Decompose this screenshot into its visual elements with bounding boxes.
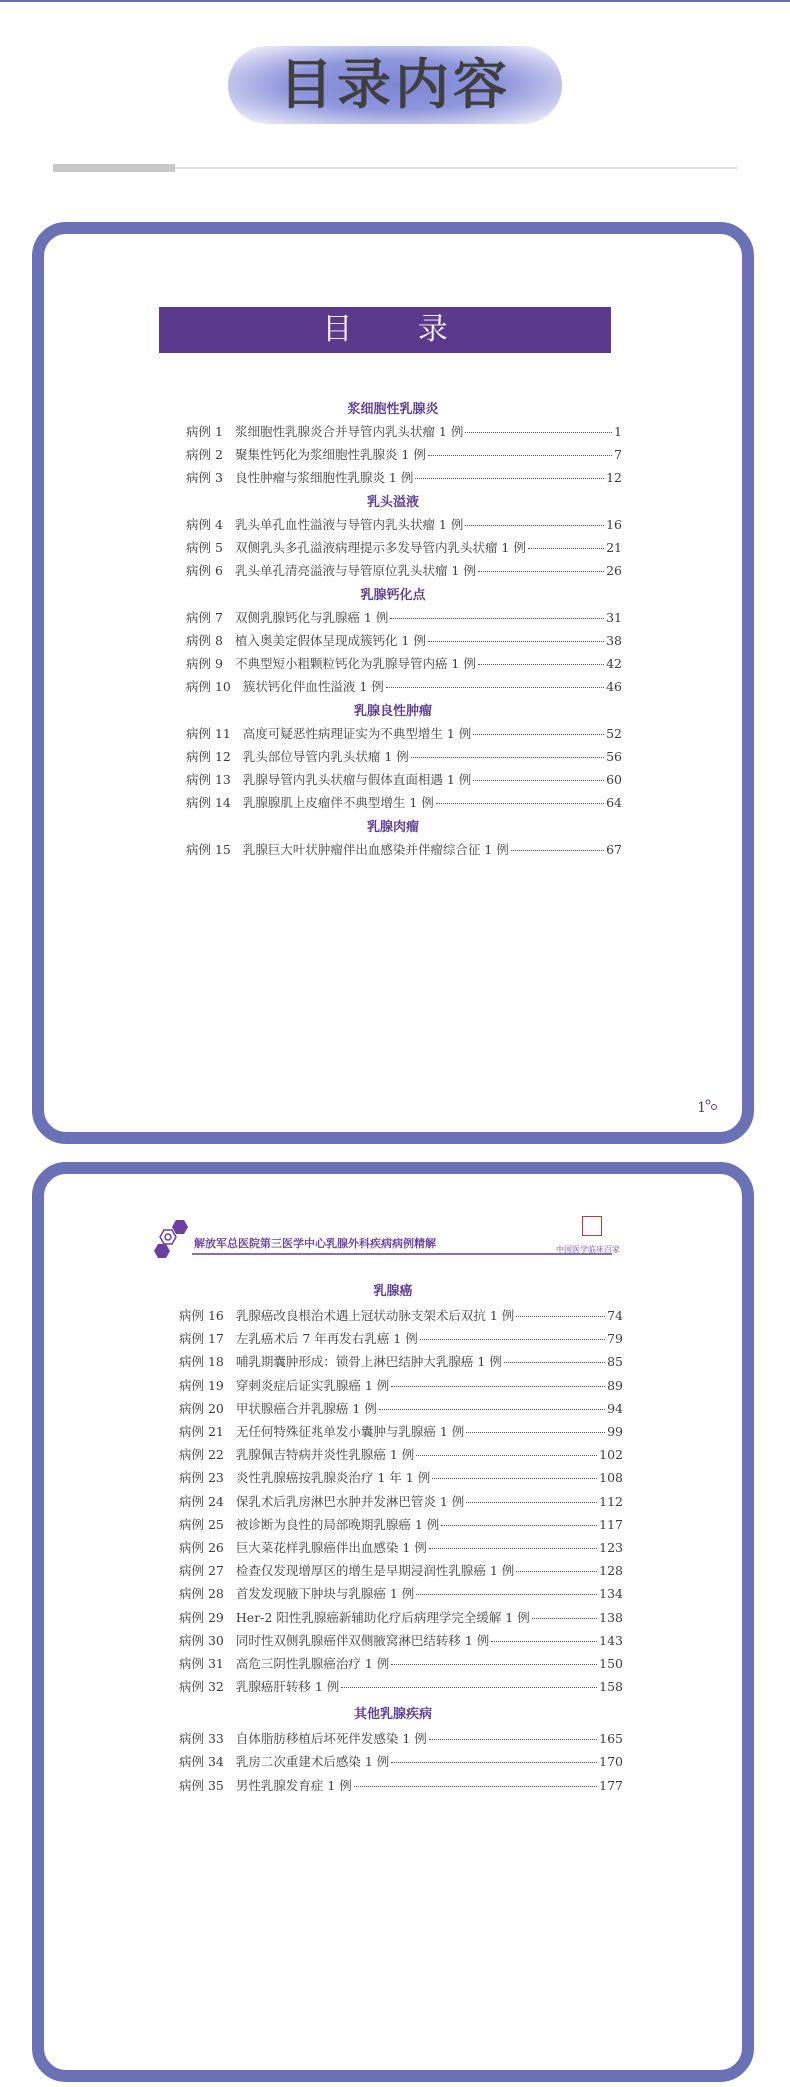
toc-section-heading: 乳腺肉瘤	[366, 820, 419, 835]
dot-leader	[420, 1339, 605, 1340]
toc-entry[interactable]	[179, 1306, 623, 1324]
dot-leader	[416, 1455, 597, 1456]
page-ref: 85	[607, 1354, 623, 1370]
toc-entry[interactable]	[179, 1729, 623, 1747]
toc-entry[interactable]	[186, 840, 622, 858]
case-number: 病例 5	[186, 540, 223, 555]
page-number: 1	[697, 1100, 706, 1116]
header-rule	[192, 1253, 612, 1255]
page-ref: 143	[599, 1632, 623, 1648]
case-number: 病例 21	[179, 1424, 224, 1439]
toc-entry[interactable]	[186, 654, 622, 672]
toc-entry[interactable]	[179, 1352, 623, 1370]
case-number: 病例 13	[186, 772, 231, 787]
case-number: 病例 23	[179, 1470, 224, 1486]
case-number: 病例 15	[186, 842, 231, 857]
dot-leader	[391, 1762, 597, 1763]
toc-entry[interactable]	[179, 1561, 623, 1579]
toc-entry[interactable]	[179, 1399, 623, 1417]
dot-leader	[436, 803, 604, 804]
case-title: 乳腺导管内乳头状瘤与假体直面相遇 1 例	[242, 772, 472, 787]
page-ref: 123	[599, 1540, 623, 1555]
case-number: 病例 26	[179, 1540, 224, 1555]
toc-entry[interactable]	[186, 561, 622, 579]
case-title: 乳腺腺肌上皮瘤伴不典型增生 1 例	[242, 795, 434, 810]
dot-leader	[465, 525, 604, 526]
toc-entry[interactable]	[186, 608, 622, 626]
case-number: 病例 3	[186, 470, 223, 485]
page-ref: 117	[599, 1516, 623, 1532]
page-ref: 99	[607, 1424, 623, 1439]
case-title: 双侧乳腺钙化与乳腺癌 1 例	[234, 610, 389, 625]
toc-entry[interactable]	[179, 1608, 623, 1626]
page-ref: 1	[614, 424, 622, 439]
case-title: 炎性乳腺癌按乳腺炎治疗 1 年 1 例	[235, 1470, 431, 1486]
page-ref: 74	[607, 1308, 623, 1323]
case-title: 保乳术后乳房淋巴水肿并发淋巴管炎 1 例	[235, 1493, 465, 1509]
dot-leader	[432, 1478, 597, 1479]
dot-leader	[473, 734, 604, 735]
dot-leader	[428, 641, 604, 642]
page-ref: 134	[599, 1586, 623, 1602]
page-ref: 112	[599, 1493, 623, 1509]
case-number: 病例 31	[179, 1656, 224, 1671]
toc-entry[interactable]	[179, 1445, 623, 1463]
dot-leader	[516, 1316, 605, 1317]
page-ref: 150	[599, 1656, 623, 1671]
dot-leader	[428, 455, 612, 456]
toc-entry[interactable]	[179, 1515, 623, 1533]
case-title: 乳头单孔清亮溢液与导管原位乳头状瘤 1 例	[234, 563, 476, 578]
toc-page-1	[32, 222, 754, 1144]
page-ref: 26	[606, 563, 622, 578]
case-number: 病例 18	[179, 1354, 224, 1370]
case-title: 浆细胞性乳腺炎合并导管内乳头状瘤 1 例	[234, 424, 464, 439]
dot-leader	[429, 1548, 597, 1549]
toc-entry[interactable]	[179, 1654, 623, 1672]
dot-leader	[441, 1525, 597, 1526]
case-number: 病例 17	[179, 1331, 224, 1347]
case-title: 自体脂肪移植后坏死伴发感染 1 例	[235, 1731, 427, 1747]
case-number: 病例 19	[179, 1377, 224, 1393]
page-ornament-icon	[704, 1098, 718, 1112]
toc-entry[interactable]	[179, 1584, 623, 1602]
case-title: 无任何特殊征兆单发小囊肿与乳腺癌 1 例	[235, 1424, 465, 1439]
toc-section-heading: 乳头溢液	[366, 495, 419, 510]
case-number: 病例 16	[179, 1308, 224, 1323]
dot-leader	[391, 1664, 597, 1665]
dot-leader	[504, 1362, 605, 1363]
dot-leader	[465, 432, 612, 433]
dot-leader	[429, 1739, 597, 1740]
case-title: 高度可疑恶性病理证实为不典型增生 1 例	[242, 726, 472, 741]
case-number: 病例 1	[186, 424, 223, 439]
dot-leader	[478, 664, 604, 665]
dot-leader	[411, 757, 604, 758]
page-ref: 7	[614, 447, 622, 462]
case-number: 病例 33	[179, 1731, 224, 1747]
toc-entry[interactable]	[186, 445, 622, 463]
page-ref: 12	[606, 470, 622, 485]
toc-entry[interactable]	[179, 1376, 623, 1394]
case-number: 病例 8	[186, 633, 223, 648]
dot-leader	[416, 1594, 597, 1595]
page-ref: 21	[606, 540, 622, 555]
hexagon-logo-icon	[150, 1216, 196, 1262]
case-title: 首发发现腋下肿块与乳腺癌 1 例	[235, 1586, 415, 1602]
case-title: 良性肿瘤与浆细胞性乳腺炎 1 例	[234, 470, 414, 485]
toc-entry[interactable]	[179, 1538, 623, 1556]
toc-entry[interactable]	[186, 631, 622, 649]
toc-section-heading: 浆细胞性乳腺炎	[347, 402, 439, 417]
toc-page-2	[32, 1162, 754, 2082]
toc-section-heading: 乳腺癌	[373, 1284, 413, 1299]
dot-leader	[516, 1571, 597, 1572]
page-title: 目录内容	[279, 53, 511, 116]
case-title: 聚集性钙化为浆细胞性乳腺炎 1 例	[234, 447, 426, 462]
divider-accent	[53, 164, 175, 172]
case-number: 病例 28	[179, 1586, 224, 1602]
dot-leader	[379, 1409, 605, 1410]
toc-entry[interactable]	[186, 422, 622, 440]
dot-leader	[528, 548, 604, 549]
toc-section-heading: 乳腺钙化点	[360, 588, 426, 603]
case-title: 乳房二次重建术后感染 1 例	[235, 1754, 390, 1770]
dot-leader	[341, 1687, 597, 1688]
case-number: 病例 30	[179, 1632, 224, 1648]
series-name: 中国医学临床百家	[556, 1245, 620, 1254]
case-number: 病例 7	[186, 610, 223, 625]
page-ref: 42	[606, 656, 622, 671]
page-ref: 108	[599, 1470, 623, 1486]
case-number: 病例 35	[179, 1777, 224, 1793]
page-ref: 46	[606, 679, 622, 694]
dot-leader	[532, 1618, 597, 1619]
case-title: 乳头部位导管内乳头状瘤 1 例	[242, 749, 409, 764]
case-title: 双侧乳头多孔溢液病理提示多发导管内乳头状瘤 1 例	[234, 540, 526, 555]
case-number: 病例 34	[179, 1754, 224, 1770]
case-number: 病例 14	[186, 795, 231, 810]
top-border	[0, 0, 790, 2]
case-title: 甲状腺癌合并乳腺癌 1 例	[235, 1400, 377, 1416]
page-ref: 56	[606, 749, 622, 764]
toc-entry[interactable]	[179, 1329, 623, 1347]
dot-leader	[511, 850, 604, 851]
toc-entry[interactable]	[179, 1631, 623, 1649]
case-number: 病例 10	[186, 679, 231, 694]
case-number: 病例 29	[179, 1609, 224, 1625]
case-title: 哺乳期囊肿形成：锁骨上淋巴结肿大乳腺癌 1 例	[235, 1354, 502, 1370]
case-number: 病例 2	[186, 447, 223, 462]
page-ref: 158	[599, 1679, 623, 1695]
case-title: 乳腺癌改良根治术遇上冠状动脉支架术后双抗 1 例	[235, 1308, 515, 1323]
dot-leader	[478, 571, 604, 572]
page-ref: 89	[607, 1377, 623, 1393]
case-title: 同时性双侧乳腺癌伴双侧腋窝淋巴结转移 1 例	[235, 1632, 490, 1648]
page-ref: 64	[606, 795, 622, 810]
dot-leader	[491, 1641, 597, 1642]
toc-entry[interactable]	[186, 770, 622, 788]
seal-stamp	[582, 1216, 602, 1236]
dot-leader	[415, 478, 604, 479]
book-title: 解放军总医院第三医学中心乳腺外科疾病病例精解	[194, 1237, 436, 1250]
toc-entry[interactable]	[179, 1492, 623, 1510]
case-title: Her-2 阳性乳腺癌新辅助化疗后病理学完全缓解 1 例	[235, 1609, 530, 1625]
toc-entry[interactable]	[186, 677, 622, 695]
dot-leader	[354, 1786, 597, 1787]
page-ref: 60	[606, 772, 622, 787]
case-title: 高危三阴性乳腺癌治疗 1 例	[235, 1656, 390, 1671]
case-title: 乳腺巨大叶状肿瘤伴出血感染并伴瘤综合征 1 例	[242, 842, 509, 857]
case-number: 病例 32	[179, 1679, 224, 1695]
case-title: 乳腺佩吉特病并炎性乳腺癌 1 例	[235, 1447, 415, 1463]
toc-banner: 目 录	[159, 307, 611, 353]
case-title: 簇状钙化伴血性溢液 1 例	[242, 679, 384, 694]
toc-entry[interactable]	[179, 1468, 623, 1486]
toc-section-heading: 乳腺良性肿瘤	[353, 704, 432, 719]
case-title: 穿刺炎症后证实乳腺癌 1 例	[235, 1377, 390, 1393]
toc-entry[interactable]	[179, 1422, 623, 1440]
page-ref: 67	[606, 842, 622, 857]
toc-entry[interactable]	[179, 1677, 623, 1695]
case-number: 病例 4	[186, 517, 223, 532]
page-ref: 16	[606, 517, 622, 532]
page-ref: 38	[606, 633, 622, 648]
case-number: 病例 27	[179, 1563, 224, 1579]
case-number: 病例 9	[186, 656, 223, 671]
case-title: 不典型短小粗颗粒钙化为乳腺导管内癌 1 例	[234, 656, 476, 671]
case-title: 巨大菜花样乳腺癌伴出血感染 1 例	[235, 1540, 427, 1555]
page-ref: 102	[599, 1447, 623, 1463]
toc-entry[interactable]	[186, 724, 622, 742]
case-number: 病例 20	[179, 1400, 224, 1416]
page-ref: 170	[599, 1754, 623, 1770]
case-number: 病例 25	[179, 1516, 224, 1532]
page-ref: 31	[606, 610, 622, 625]
dot-leader	[466, 1502, 597, 1503]
case-title: 检查仅发现增厚区的增生是早期浸润性乳腺癌 1 例	[235, 1563, 515, 1579]
case-number: 病例 11	[186, 726, 231, 741]
case-title: 植入奥美定假体呈现成簇钙化 1 例	[234, 633, 426, 648]
divider-line	[175, 167, 737, 169]
page-ref: 128	[599, 1563, 623, 1579]
dot-leader	[390, 618, 604, 619]
case-title: 乳腺癌肝转移 1 例	[235, 1679, 340, 1695]
toc-section-heading: 其他乳腺疾病	[353, 1707, 432, 1723]
case-number: 病例 12	[186, 749, 231, 764]
dot-leader	[466, 1432, 605, 1433]
toc-entry[interactable]	[186, 793, 622, 811]
toc-entry[interactable]	[186, 468, 622, 486]
dot-leader	[473, 780, 604, 781]
toc-entry[interactable]	[179, 1776, 623, 1794]
page-ref: 52	[606, 726, 622, 741]
dot-leader	[391, 1386, 605, 1387]
case-title: 左乳癌术后 7 年再发右乳癌 1 例	[235, 1331, 418, 1347]
case-number: 病例 24	[179, 1493, 224, 1509]
toc-entry[interactable]	[186, 515, 622, 533]
case-number: 病例 22	[179, 1447, 224, 1463]
toc-entry[interactable]	[179, 1752, 623, 1770]
case-title: 男性乳腺发育症 1 例	[235, 1777, 352, 1793]
page-ref: 177	[599, 1777, 623, 1793]
page-ref: 94	[607, 1400, 623, 1416]
page-ref: 165	[599, 1731, 623, 1747]
toc-entry[interactable]	[186, 747, 622, 765]
page-ref: 138	[599, 1609, 623, 1625]
case-title: 被诊断为良性的局部晚期乳腺癌 1 例	[235, 1516, 440, 1532]
case-number: 病例 6	[186, 563, 223, 578]
toc-entry[interactable]	[186, 538, 622, 556]
case-title: 乳头单孔血性溢液与导管内乳头状瘤 1 例	[234, 517, 464, 532]
dot-leader	[386, 687, 604, 688]
page-ref: 79	[607, 1331, 623, 1347]
